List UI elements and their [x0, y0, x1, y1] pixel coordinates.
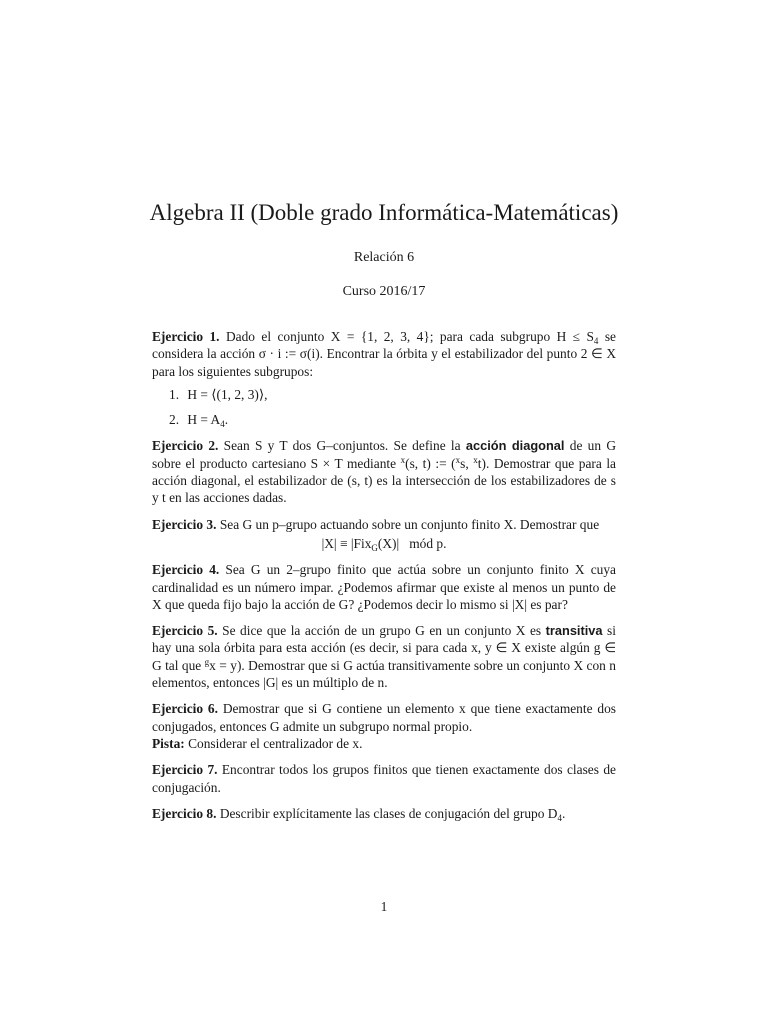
exercise-label: Ejercicio 8.	[152, 805, 217, 821]
exercise-1	[152, 328, 616, 428]
exercise-label: Ejercicio 4.	[152, 562, 220, 578]
exercise-label: Ejercicio 1.	[152, 329, 220, 344]
subscript: 4	[593, 336, 599, 346]
defined-term: transitiva	[545, 623, 603, 639]
list-item	[169, 411, 616, 428]
exercise-text: Se dice que la acción de un grupo G en un conjunto X es	[222, 623, 546, 639]
superscript: x	[473, 454, 478, 465]
exercise-text: x = y). Demostrar que si G actúa transitivamente sobre un conjunto X con n elementos, entonces |G| es un múltiplo de n.	[152, 657, 616, 691]
relacion-label: Relación 6	[353, 250, 415, 265]
superscript: x	[455, 454, 461, 465]
exercise-text: s,	[460, 455, 474, 471]
subgroup-list	[152, 386, 616, 429]
item-text: .	[224, 412, 229, 428]
exercise-label: Ejercicio 3.	[152, 516, 217, 532]
exercise-label: Ejercicio 2.	[152, 438, 219, 454]
exercise-8	[152, 805, 616, 822]
exercise-5	[152, 622, 616, 691]
exercise-4	[152, 561, 616, 613]
exercise-7	[152, 761, 616, 796]
exercise-text: Sean S y T dos G–conjuntos. Se define la	[223, 438, 466, 454]
exercise-label: Ejercicio 6.	[152, 701, 218, 717]
exercise-text: .	[561, 805, 566, 821]
exercise-text: (s, t) := (	[405, 455, 456, 471]
exercise-text: si hay una sola órbita para esta acción (es decir, si para cada x, y ∈ X existe algún g ∈ G tal que	[152, 623, 616, 673]
page-number: 1	[380, 899, 388, 914]
item-text: H = ⟨(1, 2, 3)⟩,	[187, 386, 268, 402]
item-number: 2.	[169, 412, 180, 428]
hint-text: Considerar el centralizador de x.	[188, 735, 363, 751]
formula-part: |X| ≡ |Fix	[321, 535, 372, 551]
defined-term: acción diagonal	[465, 438, 565, 454]
subscript: G	[371, 542, 378, 553]
item-number: 1.	[169, 386, 180, 402]
exercise-text: Sea G un 2–grupo finito que actúa sobre un conjunto finito X cuya cardinalidad es un número impar. ¿Podemos afirmar que existe al menos un punto de X que queda fijo bajo la acción de G? ¿Podemos decir lo mismo si |X| es par?	[152, 562, 616, 612]
exercise-text: t). Demostrar que para la acción diagonal, el estabilizador de (s, t) es la intersección de los estabilizadores de s y t en las acciones dadas.	[152, 455, 616, 506]
subscript: 4	[557, 812, 562, 823]
exercise-2	[152, 437, 616, 506]
exercise-3	[152, 516, 616, 553]
superscript: g	[204, 656, 210, 667]
formula-part: (X)| mód p.	[377, 535, 447, 551]
exercise-text: Dado el conjunto X = {1, 2, 3, 4}; para cada subgrupo H ≤ S	[225, 329, 594, 344]
item-text: H = A	[187, 412, 221, 428]
hint-label: Pista:	[152, 735, 185, 751]
subscript: 4	[220, 419, 225, 430]
exercise-label: Ejercicio 5.	[152, 623, 218, 639]
exercise-text: Demostrar que si G contiene un elemento x que tiene exactamente dos conjugados, entonces G admite un subgrupo normal propio.	[152, 701, 616, 734]
exercise-label: Ejercicio 7.	[152, 762, 218, 778]
exercise-text: de un G sobre el producto cartesiano S × T mediante	[152, 438, 616, 471]
display-formula	[152, 535, 616, 552]
exercise-text: se considera la acción σ · i := σ(i). Encontrar la órbita y el estabilizador del punto 2 ∈ X para los siguientes subgrupos:	[152, 329, 616, 379]
exercise-text: Describir explícitamente las clases de conjugación del grupo D	[219, 805, 558, 821]
superscript: x	[400, 454, 406, 465]
exercise-6	[152, 700, 616, 752]
exercise-text: Sea G un p–grupo actuando sobre un conjunto finito X. Demostrar que	[219, 516, 600, 532]
document-title: Algebra II (Doble grado Informática-Matemáticas)	[149, 200, 619, 225]
exercise-list	[152, 328, 616, 831]
list-item	[169, 386, 616, 403]
exercise-text: Encontrar todos los grupos finitos que tienen exactamente dos clases de conjugación.	[152, 762, 616, 795]
curso-label: Curso 2016/17	[342, 284, 426, 299]
